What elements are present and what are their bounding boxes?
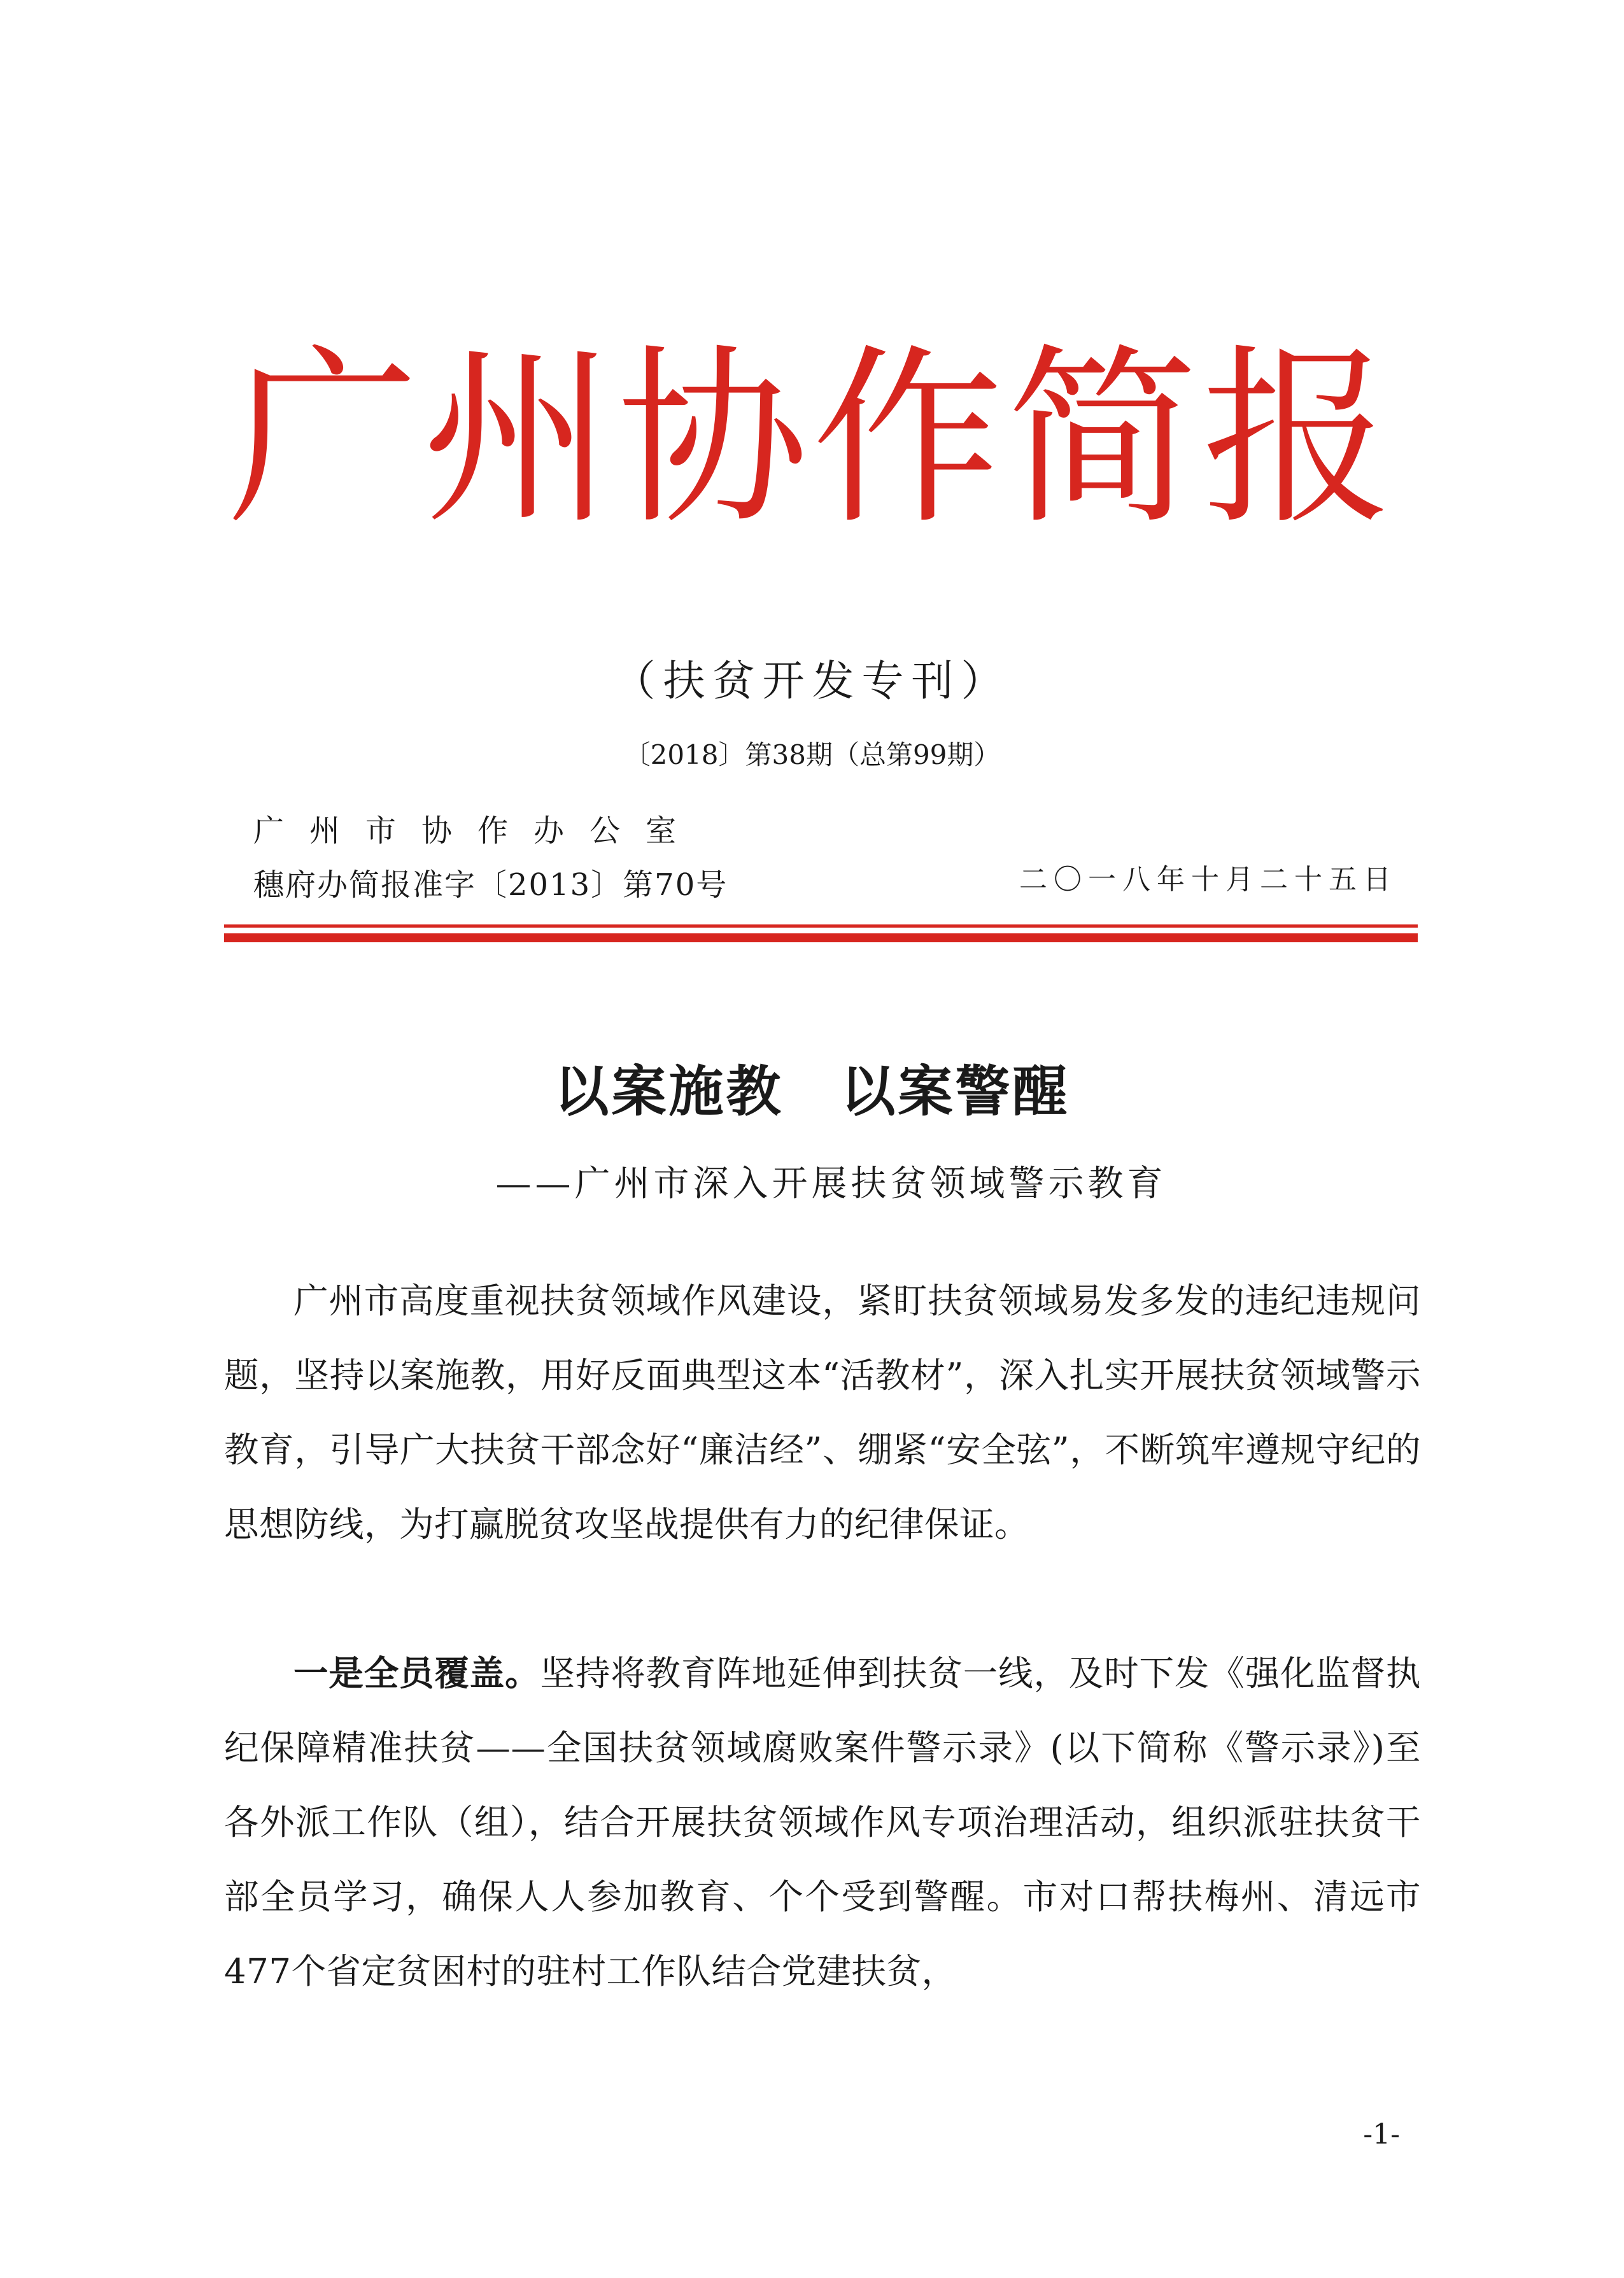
- article-subtitle: ——广州市深入开展扶贫领域警示教育: [495, 1163, 1167, 1205]
- permit-number: 穗府办简报准字〔2013〕第70号: [253, 867, 728, 903]
- article-title: 以案施教 以案警醒: [554, 1059, 1070, 1124]
- header-divider-thin: [224, 924, 1418, 928]
- paragraph-text: 广州市高度重视扶贫领域作风建设，紧盯扶贫领域易发多发的违纪违规问题，坚持以案施教，用好反面典型这本“活教材”，深入扎实开展扶贫领域警示教育，引导广大扶贫干部念好“廉洁经”、绷紧“安全弦”，不断筑牢遵规守纪的思想防线，为打赢脱贫攻坚战提供有力的纪律保证。: [224, 1280, 1421, 1545]
- paragraph-text: 坚持将教育阵地延伸到扶贫一线，及时下发《强化监督执纪保障精准扶贫——全国扶贫领域腐败案件警示录》(以下简称《警示录》)至各外派工作队（组），结合开展扶贫领域作风专项治理活动，组织派驻扶贫干部全员学习，确保人人参加教育、个个受到警醒。市对口帮扶梅州、清远市477个省定贫困村的驻村工作队结合党建扶贫，: [224, 1653, 1421, 1991]
- issuing-organization: 广州市协作办公室: [253, 813, 702, 849]
- article-paragraph: [224, 1264, 1421, 1562]
- issue-number: 〔2018〕第38期（总第99期）: [623, 739, 1001, 770]
- header-divider-thick: [224, 933, 1418, 942]
- paragraph-lead: 一是全员覆盖。: [293, 1653, 540, 1694]
- issue-date: 二〇一八年十月二十五日: [1019, 863, 1397, 896]
- special-issue-subtitle: （扶贫开发专刊）: [613, 656, 1011, 705]
- page-number: -1-: [1363, 2118, 1400, 2151]
- article-paragraph: [224, 1636, 1421, 2009]
- masthead-title: 广州协作简报: [227, 328, 1397, 550]
